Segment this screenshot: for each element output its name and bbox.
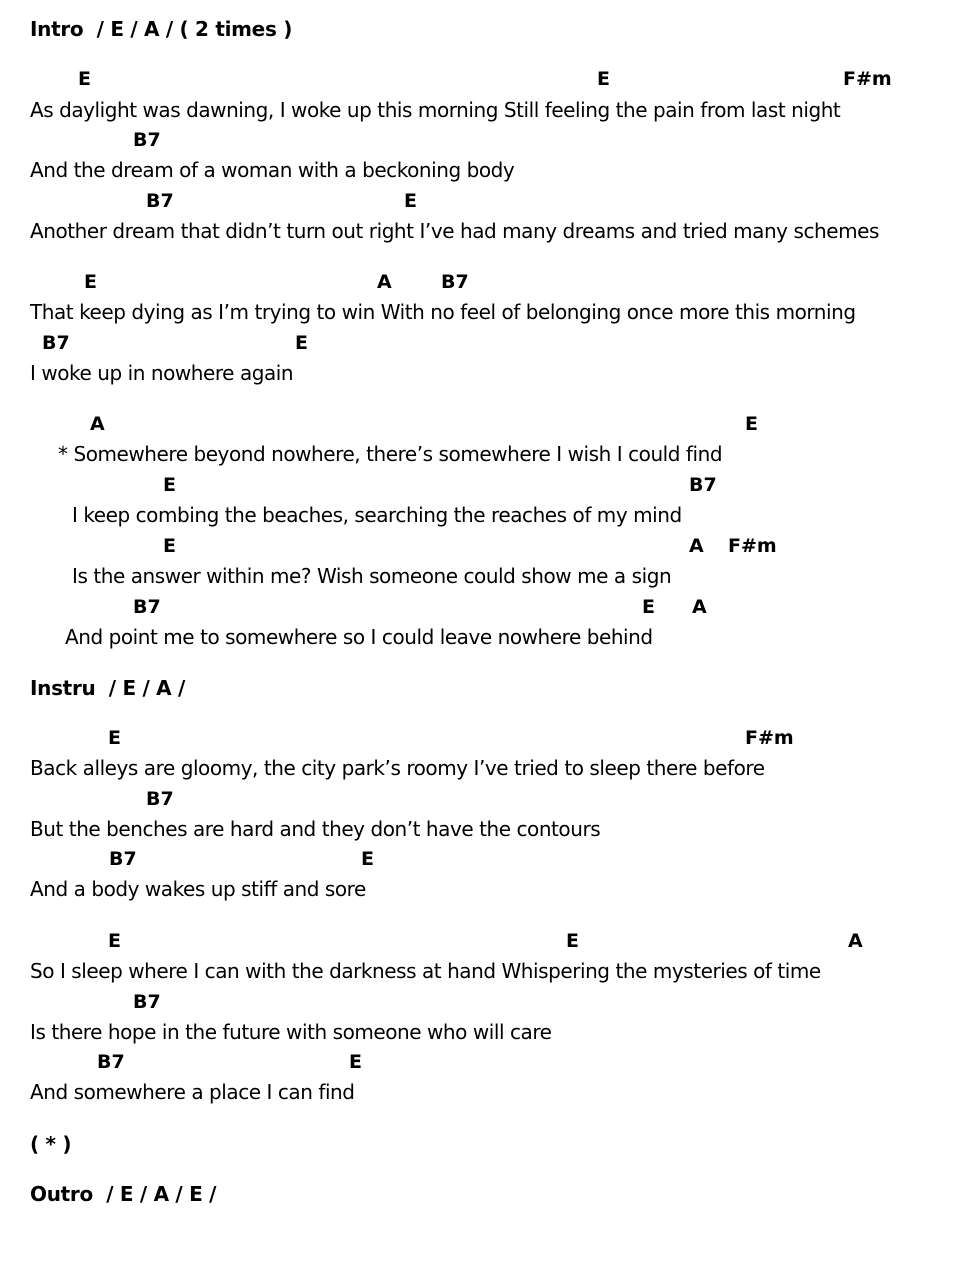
chord: E xyxy=(108,930,121,952)
lyric-line: As daylight was dawning, I woke up this morning Still feeling the pain from last night xyxy=(30,98,841,122)
chord: E xyxy=(108,727,121,749)
chord: B7 xyxy=(133,991,161,1013)
lyric-line: Is the answer within me? Wish someone could show me a sign xyxy=(72,564,672,588)
lyric-line: Back alleys are gloomy, the city park’s roomy I’ve tried to sleep there before xyxy=(30,756,765,780)
chord: E xyxy=(642,596,655,618)
chord: E xyxy=(597,68,610,90)
lyric-line: * Somewhere beyond nowhere, there’s somewhere I wish I could find xyxy=(58,442,723,466)
intro-line: Intro / E / A / ( 2 times ) xyxy=(30,17,293,41)
chord: E xyxy=(361,848,374,870)
chord: F#m xyxy=(745,727,794,749)
lyric-line: And point me to somewhere so I could leave nowhere behind xyxy=(65,625,653,649)
chord: E xyxy=(84,271,97,293)
chord: E xyxy=(566,930,579,952)
lyric-line: Is there hope in the future with someone who will care xyxy=(30,1020,552,1044)
chord: B7 xyxy=(146,788,174,810)
chord: E xyxy=(404,190,417,212)
chord: E xyxy=(295,332,308,354)
chord: B7 xyxy=(42,332,70,354)
lyric-line: So I sleep where I can with the darkness at hand Whispering the mysteries of time xyxy=(30,959,821,983)
chord: A xyxy=(692,596,707,618)
lyric-line: I keep combing the beaches, searching the reaches of my mind xyxy=(72,503,682,527)
lyric-line: That keep dying as I’m trying to win With no feel of belonging once more this morning xyxy=(30,300,856,324)
chord: E xyxy=(78,68,91,90)
lyric-line: Another dream that didn’t turn out right I’ve had many dreams and tried many schemes xyxy=(30,219,879,243)
lyric-line: And a body wakes up stiff and sore xyxy=(30,877,366,901)
chord: B7 xyxy=(97,1051,125,1073)
chord: E xyxy=(745,413,758,435)
chord: F#m xyxy=(843,68,892,90)
chord: A xyxy=(848,930,863,952)
chord: B7 xyxy=(146,190,174,212)
chord: B7 xyxy=(133,596,161,618)
chord: E xyxy=(163,535,176,557)
lyric-line: And the dream of a woman with a beckoning body xyxy=(30,158,515,182)
chord: E xyxy=(163,474,176,496)
lyric-line: I woke up in nowhere again xyxy=(30,361,294,385)
instru-line: Instru / E / A / xyxy=(30,676,185,700)
chord: F#m xyxy=(728,535,777,557)
chord: B7 xyxy=(689,474,717,496)
chord: A xyxy=(90,413,105,435)
outro-line: Outro / E / A / E / xyxy=(30,1182,217,1206)
chord: B7 xyxy=(441,271,469,293)
chord: B7 xyxy=(133,129,161,151)
chorus-reference: ( * ) xyxy=(30,1132,72,1156)
chord: B7 xyxy=(109,848,137,870)
chord: A xyxy=(377,271,392,293)
chord: E xyxy=(349,1051,362,1073)
chord: A xyxy=(689,535,704,557)
lyric-line: But the benches are hard and they don’t have the contours xyxy=(30,817,601,841)
lyric-line: And somewhere a place I can find xyxy=(30,1080,355,1104)
